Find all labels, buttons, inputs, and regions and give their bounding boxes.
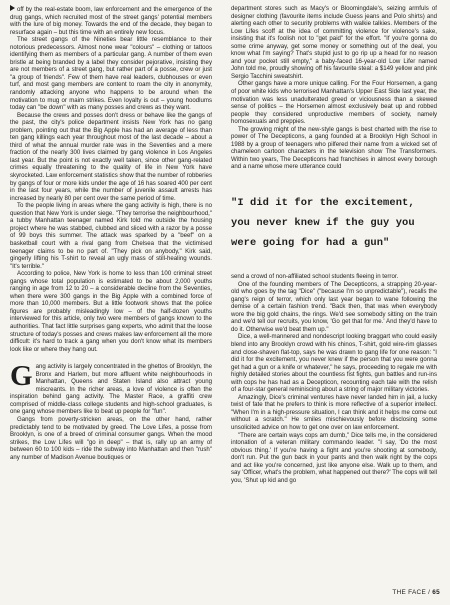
article-paragraph: department stores such as Macy's or Bloomingdale's, seizing armfuls of designer clothing (favourite items include Guess jeans and Polo shirts) and alerting each other to security problems with walkie talkies. Members of the Low Lifes scoff at the idea of committing violence for violence's sake, insisting that it's foolish not to "get paid" for the effort. "If you're gonna do some crime anyway, get some money or something out of the deal, you know what I'm saying? That's stupid just to go rip up a head for no reason and your pocket still empty," a baby-faced 16-year-old Low Lifer named John told me, proudly showing off his favourite steal: a $149 yellow and pink Sergio Tacchini sweatshirt. <box>231 5 437 80</box>
continuation-arrow-icon <box>10 5 15 11</box>
article-paragraph: The growing might of the new-style gangs is best charted with the rise to power of The Decepticons, a gang founded at a Brooklyn High School in 1988 by a group of teenagers who pilfered their name from a wicked set of chameleon cartoon characters in the television show The Transformers. Within two years, The Decepticons had franchises in almost every borough and a name whose mere utterance could <box>231 125 437 171</box>
article-column-right <box>231 5 437 484</box>
article-paragraph: One of the founding members of The Decepticons, a strapping 20-year-old who goes by the tag "Dice" ("because I'm so unpredictable"), recalls the gang's reign of terror, which only last year began to wane following the demise of a certain fashion trend. "Back then, that was when everybody wore the big gold chains, the rings. We'd see somebody sitting on the train and we'd tell our recruits, you know, 'Go get that for me.' And they'd have to do it. Otherwise we'd beat them up." <box>231 280 437 333</box>
article-paragraph: Because the crews and posses don't dress or behave like the gangs of the past, the city's police department insists New York has no gang problem, pointing out that the Big Apple has had an average of less than ten gang killings each year throughout most of the last decade – about a third of what the annual murder rate was in the Seventies and a mere fraction of the nearly 300 lives claimed by gang violence in Los Angeles last year. But the point is not exactly well taken, since other gang-related crimes equally threatening to the quality of life in New York have skyrocketed. Law enforcement statistics show that the number of robberies by gangs of four or more kids under the age of 16 has soared 400 per cent in the last four years, while the number of juvenile assault arrests has increased by nearly 80 per cent over the same period of time. <box>10 111 212 202</box>
article-paragraph: off by the real-estate boom, law enforcement and the emergence of the drug gangs, which recruited most of the street gangs' potential members with the lure of big money. Towards the end of the decade, they began to resurface again – but this time with an entirely new focus. <box>10 6 212 36</box>
pull-quote: "I did it for the excitement, you never knew if the guy you were going for had a gun" <box>231 197 415 250</box>
drop-cap: G <box>10 360 33 393</box>
article-paragraph: To the people living in areas where the gang activity is high, there is no question that New York is under siege. "They terrorise the neighbourhood," a tubby Manhattan teenager named Kirk told me outside the housing project where he was stabbed, clubbed and sliced with a razor by a posse of 99 boys this summer. The attack was sparked by a "beef" on a basketball court with a rival gang from Chelsea that the victimised teenager claims to be no part of. "They pick on anybody," Kirk said, gingerly lifting his T-shirt to reveal an ugly mass of still-healing wounds. "It's terrible." <box>10 202 212 270</box>
page-footer: THE FACE / 65 <box>392 589 440 596</box>
article-paragraph: send a crowd of non-affiliated school students fleeing in terror. <box>231 273 399 281</box>
article-paragraph: Amazingly, Dice's criminal ventures have never landed him in jail, a lucky twist of fate that he prefers to think is more reflective of a superior intellect. "When I'm in a high-pressure situation, I can think and it helps me come out without a scratch." He smiles mischievously before disclosing some unsolicited advice on how to get one over on law enforcement. <box>231 393 437 431</box>
article-paragraph: Dice, a well-mannered and nondescript looking braggart who could easily blend into any Brooklyn crowd with his chinos, T-shirt, gold wire-rim glasses and close-shaven flat-top, says he was drawn to gang life for one reason: "I did it for the excitement, you never knew if the person that you were gonna get had a gun or a knife or whatever," he says, proceeding to regale me with highly detailed stories about the countless fist fights, gun battles and run-ins with cops he has had as a Decepticon, recounting each tale with the relish of a four-star general reminiscing about a string of major military victories. <box>231 333 437 394</box>
article-paragraph: Gangs from poverty-stricken areas, on the other hand, rather predictably tend to be motivated by greed. The Love Lifes, a posse from Brooklyn, is one of a breed of criminal consumer gangs. When the mood strikes, the Low Lifes will "go in deep" – that is, rally up an army of between 60 to 100 kids – ride the subway into Manhattan and then "rush" any number of Madison Avenue boutiques or <box>10 415 212 461</box>
magazine-name: THE FACE <box>392 589 427 596</box>
article-paragraph: Other gangs have a more unique calling. For the Four Horsemen, a gang of poor white kids who terrorised Manhattan's Upper East Side last year, the motivation was less unadulterated greed or viciousness than a skewed sense of politics – the Horsemen almost exclusively beat up and robbed people they considered unproductive members of society, namely homosexuals and preppies. <box>231 80 437 126</box>
article-paragraph-dropcap: Gang activity is largely concentrated in the ghettos of Brooklyn, the Bronx and Harlem, but more affluent white neighbourhoods in Manhattan, Queens and Staten Island also attract young miscreants. In the richer areas, a love of violence is often the inspiration behind gang activity. The Master Race, a graffiti crew comprised of middle-class college students and high-school graduates, is one gang whose members like to beat up people for "fun". <box>10 360 212 416</box>
article-paragraph: The street gangs of the Nineties bear little resemblance to their notorious predecessors. Almost none wear "colours" – clothing or tattoos identifying them as members of a particular gang. A number of them even bristle at being branded by a label they consider pejorative, insisting they are not members of a street gang, but rather part of a posse, crew or just "a group of friends". Few of them have real leaders, clubhouses or even turf, and most gang members are content to roam the city in anonymity, randomly attacking anyone who happens to be around when the motivation to mug or maim strikes. Even loyalty is out – young hoodlums today can "be down" with as many posses and crews as they want. <box>10 36 212 112</box>
article-paragraph: According to police, New York is home to less than 100 criminal street gangs whose total population is estimated to be about 2,000 youths ranging in age from 12 to 20 – a considerable decline from the Seventies, when there were 300 gangs in the Big Apple with a combined force of more than 10,000 members. But a little footwork shows that the police figures are probably misleadingly low – of the half-dozen youths interviewed for this article, only two were members of gangs known to the authorities. That fact little surprises gang experts, who admit that the loose structure of today's posses and crews makes law enforcement all the more difficult: it's hard to track a gang when you don't know what its members look like or where they hang out. <box>10 270 212 353</box>
article-column-left <box>10 5 212 461</box>
article-paragraph: "There are certain ways cops am dumb," Dice tells me, in the considered intonation of a veteran military commando leader. "I say, 'Do the most obvious thing.' If you're having a fight and you're shooting at somebody, don't run. Put the gun back in your pants and then walk right by the cops and act like you're concerned, just like anyone else. Walk up to them, and say 'Officer, what's the problem, what happened out there?' The cops will tell you, 'Shut up kid and go <box>231 431 437 484</box>
page-number: 65 <box>432 589 440 596</box>
